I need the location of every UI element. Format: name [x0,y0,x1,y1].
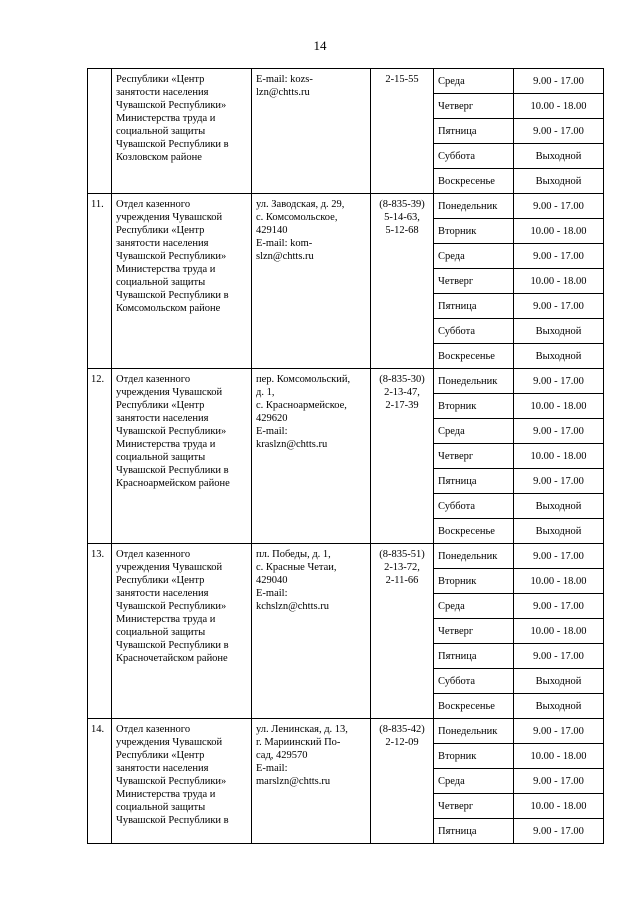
office-name-line: Красночетайском районе [116,653,228,664]
office-name-line: учреждения Чувашской [116,387,223,398]
office-name-line: Республики «Центр [116,400,205,411]
weekday: Воскресенье [434,169,514,194]
phone-line: 2-11-66 [385,575,419,586]
weekday: Среда [434,244,514,269]
weekday: Воскресенье [434,344,514,369]
working-hours: 10.00 - 18.00 [514,269,604,294]
office-name-line: Чувашской Республики» [116,776,227,787]
office-name-line: Чувашской Республики в [116,139,229,150]
working-hours: 9.00 - 17.00 [514,719,604,744]
working-hours: 9.00 - 17.00 [514,294,604,319]
phone-cell [371,719,434,844]
schedule-row [434,544,603,569]
page-number: 14 [313,38,327,53]
weekday: Суббота [434,494,514,519]
office-name-line: Чувашской Республики в [116,640,229,651]
weekday: Понедельник [434,194,514,219]
weekday: Четверг [434,94,514,119]
schedule-row [434,244,603,269]
schedule-row [434,419,603,444]
schedule-row [434,694,603,719]
office-name-line: Чувашской Республики в [116,465,229,476]
schedule-row [434,794,603,819]
phone-cell [371,369,434,544]
working-hours: 10.00 - 18.00 [514,744,604,769]
phone-line: (8-835-30) [379,374,425,385]
address-line: с. Комсомольское, [256,212,338,223]
address-cell [252,194,371,369]
phone-line: 2-12-09 [385,737,419,748]
office-name-line: социальной защиты [116,627,206,638]
row-number: 12. [88,369,112,544]
weekday: Воскресенье [434,519,514,544]
working-hours: 10.00 - 18.00 [514,569,604,594]
schedule-row [434,294,603,319]
address-line: с. Красноармейское, [256,400,347,411]
weekday: Вторник [434,394,514,419]
address-line: E-mail: [256,588,288,599]
table-row [88,544,604,719]
weekday: Пятница [434,644,514,669]
weekday: Воскресенье [434,694,514,719]
address-line: с. Красные Четаи, [256,562,337,573]
office-name-line: социальной защиты [116,277,206,288]
schedule-row [434,744,603,769]
working-hours: 9.00 - 17.00 [514,244,604,269]
office-name-line: Красноармейском районе [116,478,230,489]
working-hours: 9.00 - 17.00 [514,419,604,444]
row-number: 11. [88,194,112,369]
office-name-line: Чувашской Республики в [116,815,229,826]
schedule-table [434,544,603,718]
weekday: Вторник [434,219,514,244]
working-hours: 9.00 - 17.00 [514,194,604,219]
schedule-table [434,194,603,368]
phone-line: 5-12-68 [385,225,419,236]
weekday: Пятница [434,819,514,844]
schedule-row [434,94,603,119]
phone-line: 2-13-47, [384,387,420,398]
working-hours: Выходной [535,175,582,187]
schedule-row [434,269,603,294]
weekday: Понедельник [434,544,514,569]
phone-cell [371,69,434,194]
weekday: Пятница [434,294,514,319]
schedule-cell [434,719,604,844]
office-name-line: Отдел казенного [116,374,191,385]
working-hours: 10.00 - 18.00 [514,219,604,244]
working-hours: 9.00 - 17.00 [514,69,604,94]
office-name-cell [112,369,252,544]
schedule-row [434,719,603,744]
office-name-line: социальной защиты [116,452,206,463]
phone-cell [371,194,434,369]
phone-line: (8-835-39) [379,199,425,210]
working-hours: 10.00 - 18.00 [514,394,604,419]
schedule-row [434,494,603,519]
working-hours: 9.00 - 17.00 [514,369,604,394]
office-name-line: Министерства труда и [116,264,216,275]
working-hours: 9.00 - 17.00 [514,544,604,569]
address-cell [252,69,371,194]
address-line: 429140 [256,225,288,236]
working-hours: 9.00 - 17.00 [514,469,604,494]
address-line: slzn@chtts.ru [256,251,314,262]
schedule-row [434,319,603,344]
office-name-line: Отдел казенного [116,549,191,560]
working-hours: 9.00 - 17.00 [514,594,604,619]
office-name-line: социальной защиты [116,126,206,137]
address-line: E-mail: [256,763,288,774]
table-row [88,194,604,369]
schedule-row [434,144,603,169]
working-hours: 9.00 - 17.00 [533,825,584,837]
weekday: Четверг [434,619,514,644]
office-name-line: занятости населения [116,763,209,774]
schedule-row [434,219,603,244]
weekday: Суббота [434,319,514,344]
office-name-line: занятости населения [116,588,209,599]
address-line: д. 1, [256,387,275,398]
schedule-row [434,519,603,544]
office-name-line: Комсомольском районе [116,303,221,314]
office-name-line: занятости населения [116,238,209,249]
weekday: Среда [434,69,514,94]
address-line: г. Мариинский По- [256,737,341,748]
schedule-row [434,469,603,494]
office-name-line: Республики «Центр [116,750,205,761]
office-name-line: учреждения Чувашской [116,562,223,573]
office-name-cell [112,544,252,719]
schedule-cell [434,544,604,719]
weekday: Среда [434,594,514,619]
weekday: Понедельник [434,719,514,744]
schedule-row [434,619,603,644]
address-cell [252,369,371,544]
office-name-cell [112,194,252,369]
working-hours: Выходной [535,525,582,537]
office-name-line: Козловском районе [116,152,202,163]
office-name-line: Республики «Центр [116,225,205,236]
schedule-table [434,719,603,843]
weekday: Четверг [434,444,514,469]
address-line: пер. Комсомольский, [256,374,351,385]
office-name-line: Отдел казенного [116,199,191,210]
phone-line: (8-835-51) [379,549,425,560]
weekday: Понедельник [434,369,514,394]
address-line: lzn@chtts.ru [256,87,310,98]
phone-line: 2-15-55 [385,74,419,85]
office-name-line: занятости населения [116,413,209,424]
schedule-row [434,194,603,219]
office-name-line: Отдел казенного [116,724,191,735]
weekday: Четверг [434,794,514,819]
working-hours: 10.00 - 18.00 [514,794,604,819]
address-line: ул. Заводская, д. 29, [256,199,345,210]
weekday: Вторник [434,569,514,594]
schedule-row [434,444,603,469]
table-row [88,69,604,194]
office-name-line: Республики «Центр [116,575,205,586]
phone-line: 2-17-39 [385,400,419,411]
schedule-table [434,69,603,193]
address-cell [252,544,371,719]
phone-cell [371,544,434,719]
phone-line: (8-835-42) [379,724,425,735]
working-hours: Выходной [514,494,604,519]
schedule-row [434,169,603,194]
phone-line: 2-13-72, [384,562,420,573]
schedule-row [434,769,603,794]
office-name-line: Чувашской Республики» [116,100,227,111]
schedule-row [434,819,603,844]
schedule-row [434,119,603,144]
schedule-row [434,644,603,669]
weekday: Пятница [434,119,514,144]
address-cell [252,719,371,844]
working-hours: 9.00 - 17.00 [514,769,604,794]
address-line: ул. Ленинская, д. 13, [256,724,348,735]
offices-table [87,68,604,844]
weekday: Вторник [434,744,514,769]
weekday: Четверг [434,269,514,294]
address-line: 429620 [256,413,288,424]
schedule-row [434,344,603,369]
office-name-line: Республики «Центр [116,74,205,85]
schedule-cell [434,69,604,194]
working-hours: Выходной [535,700,582,712]
row-number: 14. [88,719,112,844]
working-hours: Выходной [535,350,582,362]
schedule-row [434,369,603,394]
row-number: 13. [88,544,112,719]
address-line: E-mail: kozs- [256,74,313,85]
address-line: E-mail: kom- [256,238,313,249]
address-line: E-mail: [256,426,288,437]
working-hours: 10.00 - 18.00 [514,444,604,469]
table-row [88,719,604,844]
working-hours: Выходной [514,319,604,344]
weekday: Среда [434,419,514,444]
schedule-row [434,569,603,594]
weekday: Среда [434,769,514,794]
schedule-table [434,369,603,543]
schedule-row [434,594,603,619]
office-name-line: Министерства труда и [116,113,216,124]
office-name-line: Чувашской Республики» [116,251,227,262]
office-name-line: Министерства труда и [116,439,216,450]
office-name-line: Министерства труда и [116,614,216,625]
schedule-row [434,669,603,694]
schedule-row [434,69,603,94]
office-name-line: социальной защиты [116,802,206,813]
working-hours: 10.00 - 18.00 [514,619,604,644]
office-name-line: учреждения Чувашской [116,737,223,748]
office-name-line: Чувашской Республики» [116,426,227,437]
office-name-line: учреждения Чувашской [116,212,223,223]
address-line: kraslzn@chtts.ru [256,439,328,450]
office-name-line: Чувашской Республики в [116,290,229,301]
weekday: Пятница [434,469,514,494]
address-line: 429040 [256,575,288,586]
working-hours: Выходной [514,669,604,694]
schedule-cell [434,369,604,544]
table-row [88,369,604,544]
phone-line: 5-14-63, [384,212,420,223]
working-hours: Выходной [514,144,604,169]
address-line: kchslzn@chtts.ru [256,601,329,612]
office-name-line: Чувашской Республики» [116,601,227,612]
working-hours: 10.00 - 18.00 [514,94,604,119]
address-line: пл. Победы, д. 1, [256,549,331,560]
office-name-cell [112,69,252,194]
address-line: сад, 429570 [256,750,308,761]
row-number [88,69,112,194]
schedule-row [434,394,603,419]
working-hours: 9.00 - 17.00 [514,119,604,144]
office-name-line: Министерства труда и [116,789,216,800]
weekday: Суббота [434,669,514,694]
schedule-cell [434,194,604,369]
office-name-line: занятости населения [116,87,209,98]
working-hours: 9.00 - 17.00 [514,644,604,669]
office-name-cell [112,719,252,844]
address-line: marslzn@chtts.ru [256,776,331,787]
weekday: Суббота [434,144,514,169]
